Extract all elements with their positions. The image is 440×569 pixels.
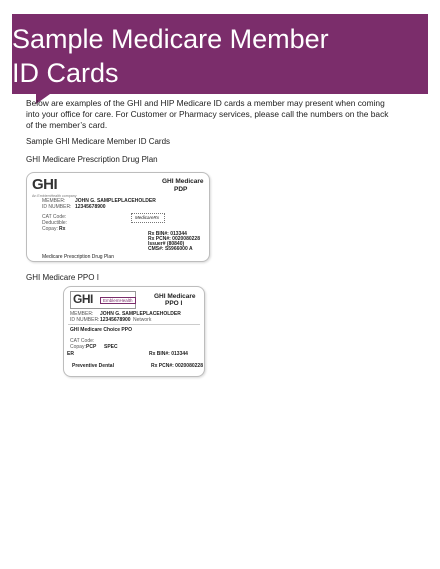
card-footer: Medicare Prescription Drug Plan (42, 254, 114, 260)
rx-bin: Rx BIN#: 013344 (148, 231, 187, 237)
member-label: MEMBER: (70, 311, 94, 317)
intro-line-2: into your office for care. For Customer or Pharmacy services, please call the numbers on the back (26, 109, 389, 119)
divider (68, 324, 200, 325)
member-label: MEMBER: (42, 198, 66, 204)
rx-pcn: Rx PCN#: 0020080228 (148, 236, 200, 242)
choice-plan: GHI Medicare Choice PPO (70, 327, 132, 333)
member-value: JOHN G. SAMPLEPLACEHOLDER (75, 198, 156, 204)
rx-bin: Rx BIN#: 013344 (149, 351, 188, 357)
intro-line-1: Below are examples of the GHI and HIP Medicare ID cards a member may present when coming (26, 98, 385, 108)
er-label: ER (67, 351, 74, 357)
emblemhealth-logo: EmblemHealth (100, 297, 136, 304)
cms-number: CMS#: S5966000 A (148, 246, 193, 252)
medicare-rx-stamp (131, 213, 165, 223)
intro-paragraph (26, 98, 424, 131)
page-title (12, 22, 412, 90)
title-line-1: Sample Medicare Member (12, 24, 329, 54)
cat-code-label: CAT Code: (42, 214, 67, 220)
member-value: JOHN G. SAMPLEPLACEHOLDER (100, 311, 181, 317)
network-label: Network (133, 317, 152, 323)
intro-line-3: of the member’s card. (26, 120, 108, 130)
id-label: ID NUMBER: (42, 204, 72, 210)
plan-type: PDP (174, 186, 188, 193)
ghi-logo: GHI (32, 176, 58, 193)
stamp-text: MedicareRx (135, 215, 160, 220)
id-card-pdp (26, 172, 210, 262)
rx-pcn: Rx PCN#: 0020080228 (151, 363, 203, 369)
spec-label: SPEC (104, 344, 118, 350)
copay-label: Copay: (70, 344, 86, 350)
plan-name: GHI Medicare (162, 178, 204, 185)
ghi-logo: GHI (73, 292, 93, 306)
card2-caption: GHI Medicare PPO I (26, 273, 99, 282)
cat-code-label: CAT Code: (70, 338, 95, 344)
id-label: ID NUMBER: (70, 317, 100, 323)
copay-value: Rx (59, 226, 66, 232)
plan-name: GHI Medicare (154, 293, 196, 300)
title-line-2: ID Cards (12, 58, 119, 88)
deductible-label: Deductible: (42, 220, 68, 226)
logo-subtitle: An EmblemHealth company (32, 194, 77, 198)
issuer: Issuer# (80840) (148, 241, 185, 247)
pcp-label: PCP (86, 344, 97, 350)
id-value: 12345678900 (75, 204, 106, 210)
preventive-dental: Preventive Dental (72, 363, 114, 369)
id-value: 12345678900 (100, 317, 131, 323)
id-card-ppo (63, 286, 205, 377)
card1-caption: GHI Medicare Prescription Drug Plan (26, 155, 158, 164)
copay-label: Copay: (42, 226, 58, 232)
plan-type: PPO I (165, 300, 183, 307)
section-title: Sample GHI Medicare Member ID Cards (26, 137, 171, 146)
